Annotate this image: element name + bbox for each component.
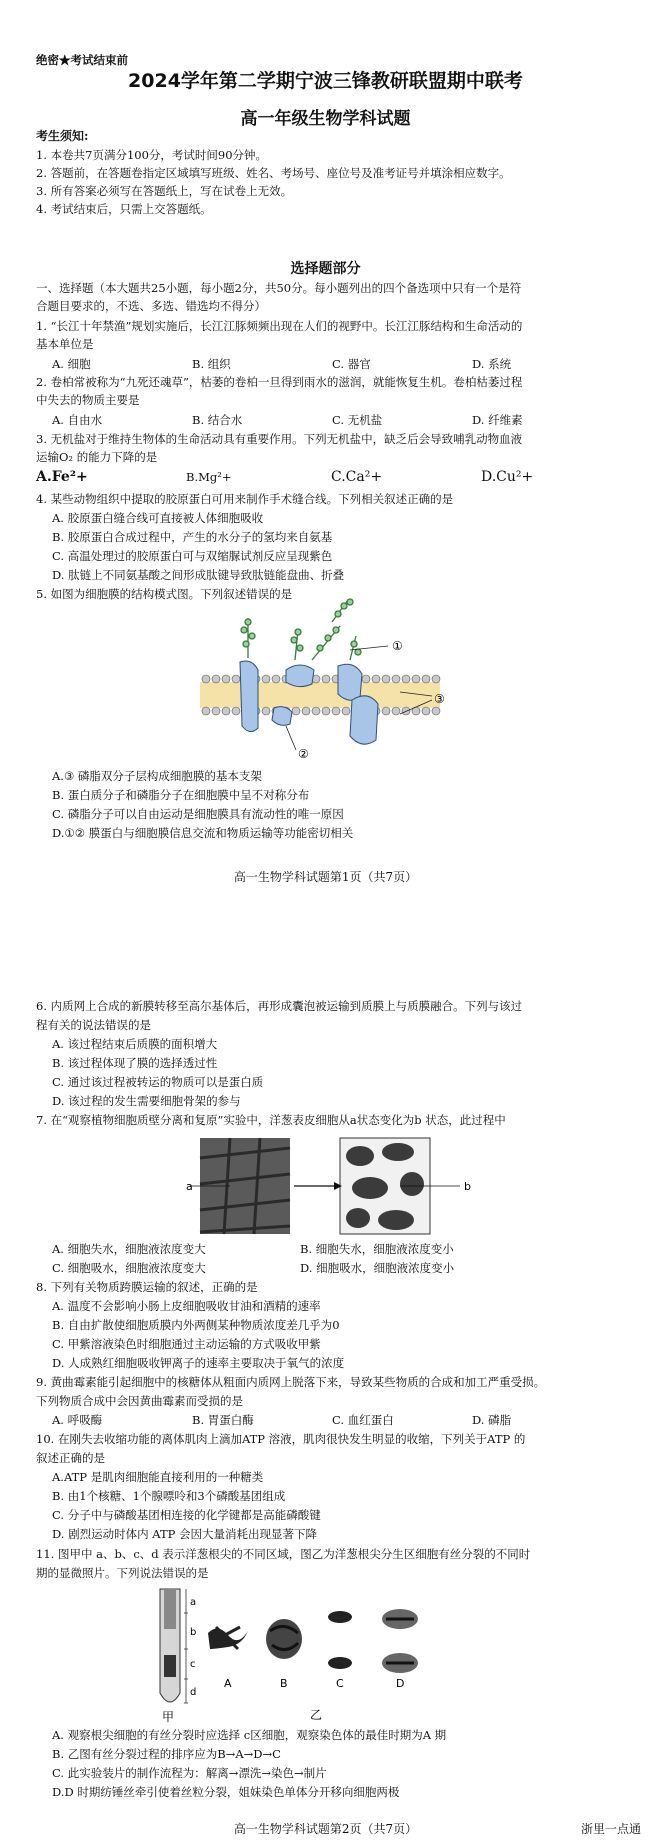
mitosis-photos bbox=[208, 1609, 418, 1673]
q10-stem: 叙述正确的是 bbox=[36, 1451, 105, 1465]
q2-options bbox=[52, 412, 612, 429]
q5-stem: 5. 如图为细胞膜的结构模式图。下列叙述错误的是 bbox=[36, 587, 293, 601]
q6-option-c: C. 通过该过程被转运的物质可以是蛋白质 bbox=[52, 1075, 264, 1089]
notice-heading: 考生须知: bbox=[36, 129, 89, 143]
q4-option-c: C. 高温处理过的胶原蛋白可与双缩脲试剂反应呈现紫色 bbox=[52, 549, 333, 563]
q7-option-a: A. 细胞失水，细胞液浓度变大 bbox=[52, 1242, 206, 1256]
q11-option-c: C. 此实验装片的制作流程为：解离→漂洗→染色→制片 bbox=[52, 1766, 327, 1780]
q4-stem: 4. 某些动物组织中提取的胶原蛋白可用来制作手术缝合线。下列相关叙述正确的是 bbox=[36, 492, 454, 506]
q9-option-d: D. 磷脂 bbox=[472, 1413, 512, 1427]
q2-option-a: A. 自由水 bbox=[52, 413, 103, 427]
q2-stem: 2. 卷柏常被称为“九死还魂草”，枯萎的卷柏一旦得到雨水的滋润，就能恢复生机。卷柏枯萎过程 bbox=[36, 375, 523, 389]
photo-C-chromosomes bbox=[328, 1611, 352, 1669]
secret-label: 绝密★考试结束前 bbox=[36, 53, 128, 67]
fig-label-yi: 乙 bbox=[310, 1708, 323, 1722]
zone-label-d: d bbox=[190, 1687, 197, 1698]
q3-options bbox=[36, 469, 636, 486]
q1-option-a: A. 细胞 bbox=[52, 357, 91, 371]
q4-option-d: D. 肽链上不同氨基酸之间形成肽键导致肽链能盘曲、折叠 bbox=[52, 568, 345, 582]
fig-label-b: b bbox=[464, 1180, 471, 1193]
q7-option-d: D. 细胞吸水，细胞液浓度变小 bbox=[300, 1261, 455, 1275]
q1-option-b: B. 组织 bbox=[192, 357, 231, 371]
photo-label-D: D bbox=[396, 1677, 405, 1690]
fig-label-a: a bbox=[186, 1180, 193, 1193]
glycan-chains bbox=[241, 599, 361, 660]
q11-stem: 11. 图甲中 a、b、c、d 表示洋葱根尖的不同区域，图乙为洋葱根尖分生区细胞有丝分裂的不同时 bbox=[36, 1547, 531, 1561]
notice-item: 1. 本卷共7页满分100分，考试时间90分钟。 bbox=[36, 148, 268, 162]
section-intro: 合题目要求的，不选、多选、错选均不得分） bbox=[36, 299, 266, 313]
cell-membrane-figure bbox=[200, 600, 460, 760]
q11-option-a: A. 观察根尖细胞的有丝分裂时应选择 c区细胞，观察染色体的最佳时期为A 期 bbox=[52, 1728, 447, 1742]
q5-option-b: B. 蛋白质分子和磷脂分子在细胞膜中呈不对称分布 bbox=[52, 788, 310, 802]
q1-option-d: D. 系统 bbox=[472, 357, 512, 371]
q1-stem: 1. “长江十年禁渔”规划实施后，长江江豚频频出现在人们的视野中。长江江豚结构和生命活动的 bbox=[36, 319, 523, 333]
q9-option-b: B. 胃蛋白酶 bbox=[192, 1413, 254, 1427]
phospholipid-bilayer bbox=[200, 675, 440, 715]
q1-stem: 基本单位是 bbox=[36, 337, 94, 351]
q9-options bbox=[52, 1412, 612, 1429]
q11-option-d: D.D 时期纺锤丝牵引使着丝粒分裂，姐妹染色单体分开移向细胞两极 bbox=[52, 1785, 400, 1799]
page-1 bbox=[0, 0, 651, 915]
watermark: 浙里一点通 bbox=[580, 1822, 641, 1836]
root-tip-diagram bbox=[160, 1589, 188, 1703]
q3-option-d: D.Cu²+ bbox=[481, 469, 534, 485]
q7-stem: 7. 在“观察植物细胞质壁分离和复原”实验中，洋葱表皮细胞从a状态变化为b 状态，此过程中 bbox=[36, 1113, 506, 1127]
q2-option-c: C. 无机盐 bbox=[332, 413, 383, 427]
q3-option-c: C.Ca²+ bbox=[331, 469, 383, 485]
q10-stem: 10. 在刚失去收缩功能的离体肌肉上滴加ATP 溶液，肌肉很快发生明显的收缩，下列关于ATP 的 bbox=[36, 1432, 526, 1446]
q7-option-c: C. 细胞吸水，细胞液浓度变大 bbox=[52, 1261, 206, 1275]
q5-option-a: A.③ 磷脂双分子层构成细胞膜的基本支架 bbox=[52, 769, 262, 783]
q8-stem: 8. 下列有关物质跨膜运输的叙述，正确的是 bbox=[36, 1280, 258, 1294]
q2-option-b: B. 结合水 bbox=[192, 413, 243, 427]
q3-option-b: B.Mg²+ bbox=[186, 470, 232, 484]
page-2 bbox=[0, 975, 651, 1842]
q5-option-c: C. 磷脂分子可以自由运动是细胞膜具有流动性的唯一原因 bbox=[52, 807, 344, 821]
q8-option-a: A. 温度不会影响小肠上皮细胞吸收甘油和酒精的速率 bbox=[52, 1299, 321, 1313]
q10-option-b: B. 由1个核糖、1个腺嘌呤和3个磷酸基团组成 bbox=[52, 1489, 286, 1503]
notice-item: 2. 答题前，在答题卷指定区域填写班级、姓名、考场号、座位号及准考证号并填涂相应数字。 bbox=[36, 166, 511, 180]
q9-stem: 9. 黄曲霉素能引起细胞中的核糖体从粗面内质网上脱落下来，导致某些物质的合成和加工严重受损。 bbox=[36, 1375, 546, 1389]
q3-stem: 3. 无机盐对于维持生物体的生命活动具有重要作用。下列无机盐中，缺乏后会导致哺乳动物血液 bbox=[36, 432, 523, 446]
q6-stem: 6. 内质网上合成的新膜转移至高尔基体后，再形成囊泡被运输到质膜上与质膜融合。下列与该过 bbox=[36, 999, 523, 1013]
photo-label-A: A bbox=[224, 1677, 232, 1690]
exam-subtitle: 高一年级生物学科试题 bbox=[240, 109, 411, 129]
q11-option-b: B. 乙图有丝分裂过程的排序应为B→A→D→C bbox=[52, 1747, 281, 1761]
q10-option-d: D. 剧烈运动时体内 ATP 会因大量消耗出现显著下降 bbox=[52, 1527, 318, 1541]
q9-option-a: A. 呼吸酶 bbox=[52, 1413, 103, 1427]
exam-title: 2024学年第二学期宁波三锋教研联盟期中联考 bbox=[128, 70, 523, 92]
section-heading: 选择题部分 bbox=[290, 261, 361, 277]
root-tip-mitosis-figure bbox=[140, 1583, 460, 1723]
q6-option-b: B. 该过程体现了膜的选择透过性 bbox=[52, 1056, 218, 1070]
q8-option-b: B. 自由扩散使细胞质膜内外两侧某种物质浓度差几乎为0 bbox=[52, 1318, 340, 1332]
fig-label-1: ① bbox=[392, 639, 403, 653]
q6-option-a: A. 该过程结束后质膜的面积增大 bbox=[52, 1037, 218, 1051]
section-intro: 一、选择题（本大题共25小题，每小题2分，共50分。每小题列出的四个备选项中只有一个是符 bbox=[36, 281, 522, 295]
q2-stem: 中失去的物质主要是 bbox=[36, 393, 140, 407]
notice-item: 4. 考试结束后，只需上交答题纸。 bbox=[36, 202, 212, 216]
q3-stem: 运输O₂ 的能力下降的是 bbox=[36, 450, 158, 464]
q7-option-b: B. 细胞失水，细胞液浓度变小 bbox=[300, 1242, 454, 1256]
q2-option-d: D. 纤维素 bbox=[472, 413, 523, 427]
fig-label-2: ② bbox=[298, 747, 309, 761]
photo-A-chromosomes bbox=[208, 1627, 248, 1649]
notice-item: 3. 所有答案必须写在答题纸上，写在试卷上无效。 bbox=[36, 184, 293, 198]
q10-option-c: C. 分子中与磷酸基团相连接的化学键都是高能磷酸键 bbox=[52, 1508, 321, 1522]
plasmolysis-figure bbox=[186, 1138, 480, 1236]
q6-option-d: D. 该过程的发生需要细胞骨架的参与 bbox=[52, 1094, 241, 1108]
fig-label-jia: 甲 bbox=[162, 1710, 175, 1724]
q5-option-d: D.①② 膜蛋白与细胞膜信息交流和物质运输等功能密切相关 bbox=[52, 826, 354, 840]
q8-option-d: D. 人成熟红细胞吸收钾离子的速率主要取决于氧气的浓度 bbox=[52, 1356, 345, 1370]
q11-stem: 期的显微照片。下列说法错误的是 bbox=[36, 1566, 209, 1580]
zone-label-b: b bbox=[190, 1627, 197, 1638]
page-2-footer: 高一生物学科试题第2页（共7页） bbox=[233, 1822, 418, 1836]
q1-option-c: C. 器官 bbox=[332, 357, 371, 371]
zone-label-c: c bbox=[190, 1659, 196, 1670]
page-1-footer: 高一生物学科试题第1页（共7页） bbox=[233, 870, 418, 884]
q8-option-c: C. 甲紫溶液染色时细胞通过主动运输的方式吸收甲紫 bbox=[52, 1337, 321, 1351]
q9-stem: 下列物质合成中会因黄曲霉素而受损的是 bbox=[36, 1394, 243, 1408]
photo-label-C: C bbox=[336, 1677, 344, 1690]
q6-stem: 程有关的说法错误的是 bbox=[36, 1018, 151, 1032]
q9-option-c: C. 血红蛋白 bbox=[332, 1413, 394, 1427]
zone-label-a: a bbox=[190, 1597, 197, 1608]
q4-option-b: B. 胶原蛋白合成过程中，产生的水分子的氢均来自氨基 bbox=[52, 530, 333, 544]
q1-options bbox=[52, 356, 612, 373]
q4-option-a: A. 胶原蛋白缝合线可直接被人体细胞吸收 bbox=[52, 511, 264, 525]
q10-option-a: A.ATP 是肌肉细胞能直接利用的一种糖类 bbox=[52, 1470, 264, 1484]
photo-B-chromosomes bbox=[266, 1619, 302, 1659]
photo-label-B: B bbox=[280, 1677, 288, 1690]
fig-label-3: ③ bbox=[434, 692, 445, 706]
q3-option-a: A.Fe²+ bbox=[36, 469, 88, 485]
photo-D-chromosomes bbox=[382, 1609, 418, 1673]
